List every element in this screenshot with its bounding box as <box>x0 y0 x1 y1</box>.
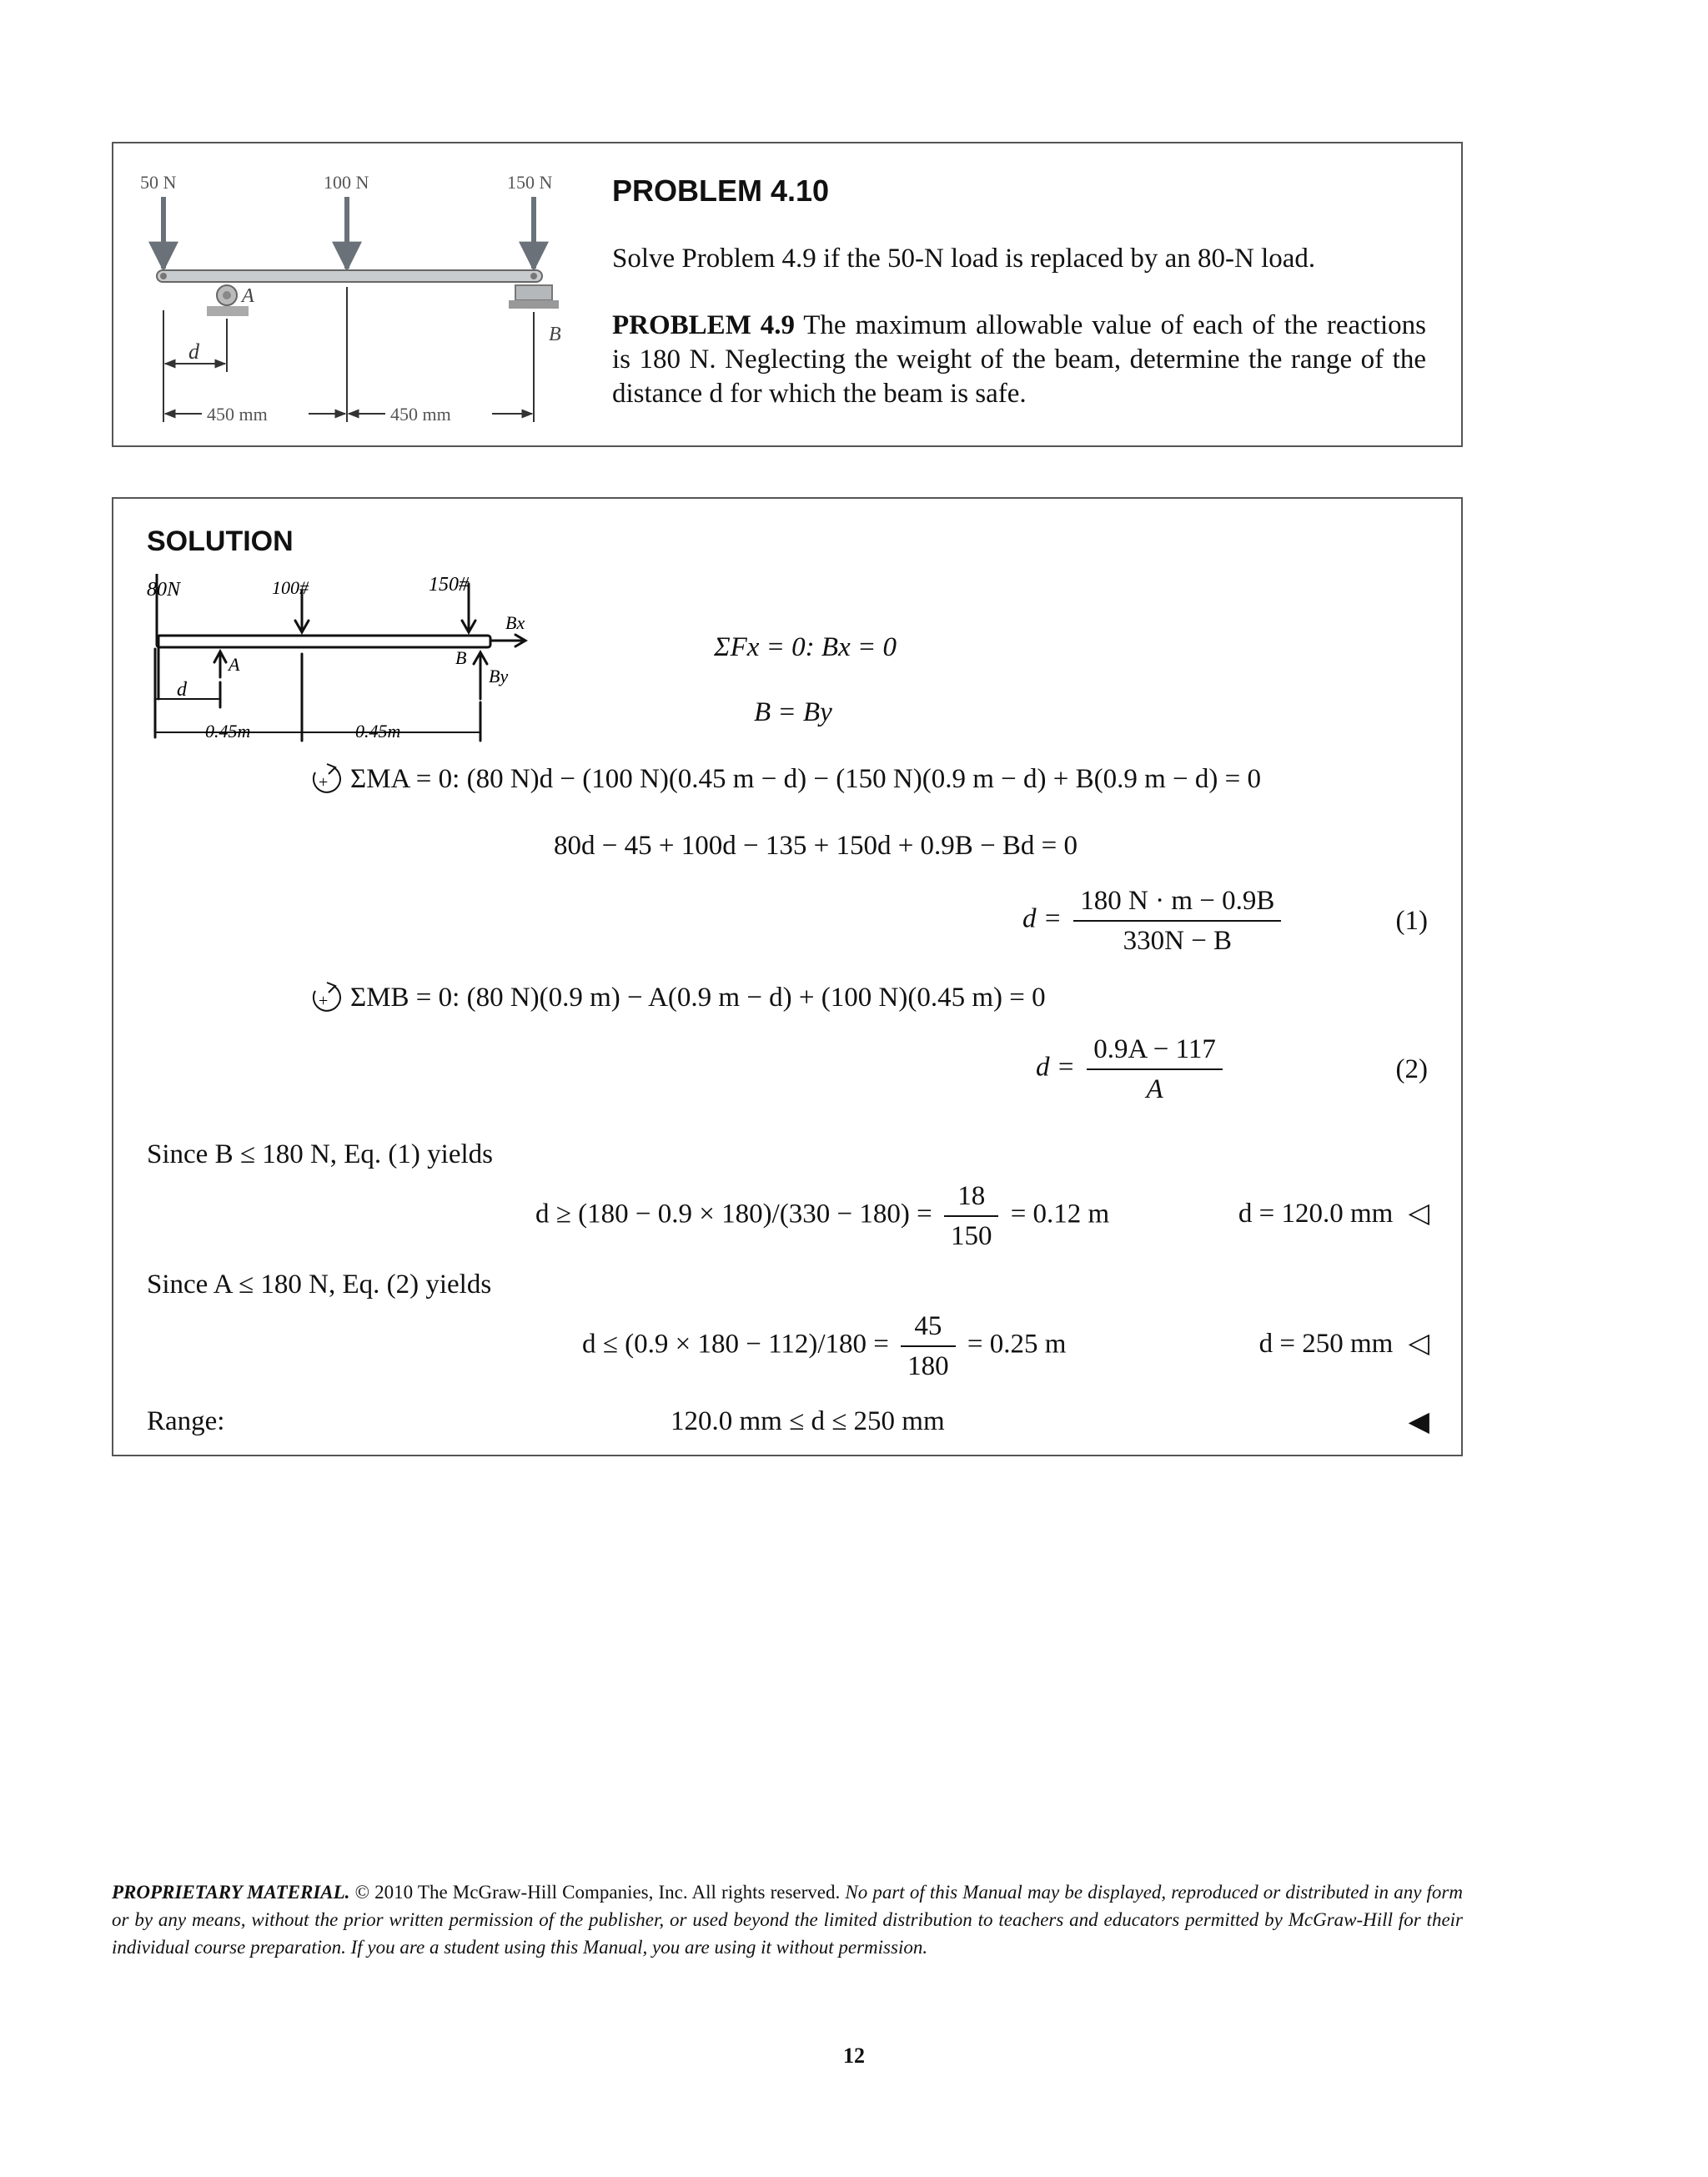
open-triangle-icon: ◁ <box>1408 1199 1429 1229</box>
footer-italic: No part of this Manual may be displayed, reproduced or distributed in any form or by any means, without the prior written permission of the publisher, or used beyond the limited distribution to teachers and educators permitted by McGraw-Hill for their individual course preparation. If you are a student using this Manual, you are using it without permission. <box>112 1882 1463 1958</box>
result-2-text: d = 250 mm <box>1258 1329 1394 1359</box>
range-label: Range: <box>147 1406 225 1436</box>
since-b-text: Since B ≤ 180 N, Eq. (1) yields <box>147 1139 493 1169</box>
sketch-load3-label: 150# <box>429 574 469 596</box>
eq1-denominator: 330N − B <box>1123 926 1233 956</box>
eq-expanded: 80d − 45 + 100d − 135 + 150d + 0.9B − Bd = 0 <box>554 831 1078 861</box>
sketch-a-label: A <box>229 654 240 675</box>
problem-title: PROBLEM 4.10 <box>612 173 830 208</box>
filled-triangle-icon: ◀ <box>1408 1407 1429 1437</box>
footer-copyright <box>112 1878 1463 1961</box>
fig-load2-label: 100 N <box>324 172 369 193</box>
since-a-text: Since A ≤ 180 N, Eq. (2) yields <box>147 1269 492 1300</box>
open-triangle-icon: ◁ <box>1408 1329 1429 1359</box>
eq-sum-ma: ΣMA = 0: (80 N)d − (100 N)(0.45 m − d) − (150 N)(0.9 m − d) + B(0.9 m − d) = 0 <box>350 764 1261 794</box>
inequality-1-denominator: 150 <box>950 1221 992 1251</box>
eq-sum-fx: ΣFx = 0: Bx = 0 <box>714 632 897 662</box>
result-1 <box>1238 1196 1429 1229</box>
eq1-number: (1) <box>1395 906 1428 936</box>
inequality-1-lhs: d ≥ (180 − 0.9 × 180)/(330 − 180) = <box>535 1199 932 1229</box>
solution-box <box>112 497 1463 1456</box>
solution-heading: SOLUTION <box>147 525 294 557</box>
sketch-b-label: B <box>455 647 467 668</box>
sketch-by-label: By <box>489 666 509 686</box>
sketch-load2-label: 100# <box>272 577 309 598</box>
footer-bold: PROPRIETARY MATERIAL. <box>112 1882 350 1903</box>
inequality-2-fraction <box>901 1310 956 1383</box>
fig-load1-label: 50 N <box>140 172 177 193</box>
inequality-1 <box>535 1179 1109 1253</box>
result-2 <box>1259 1326 1429 1360</box>
eq2-fraction <box>1087 1033 1223 1106</box>
inequality-2-numerator: 45 <box>901 1310 956 1347</box>
problem-box <box>112 142 1463 447</box>
inequality-2-denominator: 180 <box>907 1351 949 1381</box>
eq2-denominator: A <box>1146 1074 1163 1104</box>
problem-reference-text: The maximum allowable value of each of the reactions is 180 N. Neglecting the weight of the beam, determine the range of the distance d for which the beam is safe. <box>612 310 1427 409</box>
fig-support-b <box>515 285 552 300</box>
problem-figure <box>138 153 605 437</box>
svg-text:+: + <box>319 992 329 1010</box>
problem-statement: Solve Problem 4.9 if the 50-N load is replaced by an 80-N load. <box>612 244 1316 274</box>
fig-beam <box>157 270 542 282</box>
sketch-span1-label: 0.45m <box>205 721 251 742</box>
fig-load3-label: 150 N <box>507 172 553 193</box>
eq2-number: (2) <box>1395 1054 1428 1084</box>
sketch-bx-label: Bx <box>505 612 525 633</box>
sketch-span2-label: 0.45m <box>355 721 401 742</box>
eq-sum-mb: ΣMB = 0: (80 N)(0.9 m) − A(0.9 m − d) + (100 N)(0.45 m) = 0 <box>350 983 1046 1013</box>
moment-sign-icon-b <box>309 981 345 1018</box>
inequality-1-fraction <box>944 1179 999 1253</box>
inequality-1-rhs: = 0.12 m <box>1010 1199 1110 1229</box>
problem-reference-label: PROBLEM 4.9 <box>612 310 795 340</box>
result-1-text: d = 120.0 mm <box>1238 1199 1394 1229</box>
eq1 <box>1022 884 1286 958</box>
fig-dim-span2-label: 450 mm <box>390 404 451 425</box>
fig-dim-d-label: d <box>188 339 199 364</box>
solution-sketch <box>147 574 614 757</box>
footer-normal: © 2010 The McGraw-Hill Companies, Inc. All rights reserved. <box>349 1882 841 1903</box>
svg-text:+: + <box>319 773 329 792</box>
problem-reference <box>612 309 1426 411</box>
eq2-lhs: d = <box>1036 1052 1076 1083</box>
eq2-numerator: 0.9A − 117 <box>1087 1033 1223 1070</box>
eq1-lhs: d = <box>1022 903 1062 934</box>
sketch-d-label: d <box>177 679 187 701</box>
inequality-1-numerator: 18 <box>944 1179 999 1217</box>
sketch-beam <box>157 636 490 647</box>
inequality-2-lhs: d ≤ (0.9 × 180 − 112)/180 = <box>582 1329 889 1360</box>
eq2 <box>1036 1033 1228 1106</box>
page-number: 12 <box>843 2044 865 2068</box>
fig-dim-span1-label: 450 mm <box>207 404 268 425</box>
moment-sign-icon-a <box>309 762 345 799</box>
sketch-load1-label: 80N <box>147 579 181 601</box>
inequality-2-rhs: = 0.25 m <box>967 1329 1067 1360</box>
eq-b-by: B = By <box>754 697 832 727</box>
eq1-numerator: 180 N · m − 0.9B <box>1073 884 1281 922</box>
fig-support-a-label: A <box>242 285 254 307</box>
fig-support-b-label: B <box>549 324 561 345</box>
eq1-fraction <box>1073 884 1281 958</box>
inequality-2 <box>582 1310 1066 1383</box>
range-value: 120.0 mm ≤ d ≤ 250 mm <box>671 1406 945 1436</box>
